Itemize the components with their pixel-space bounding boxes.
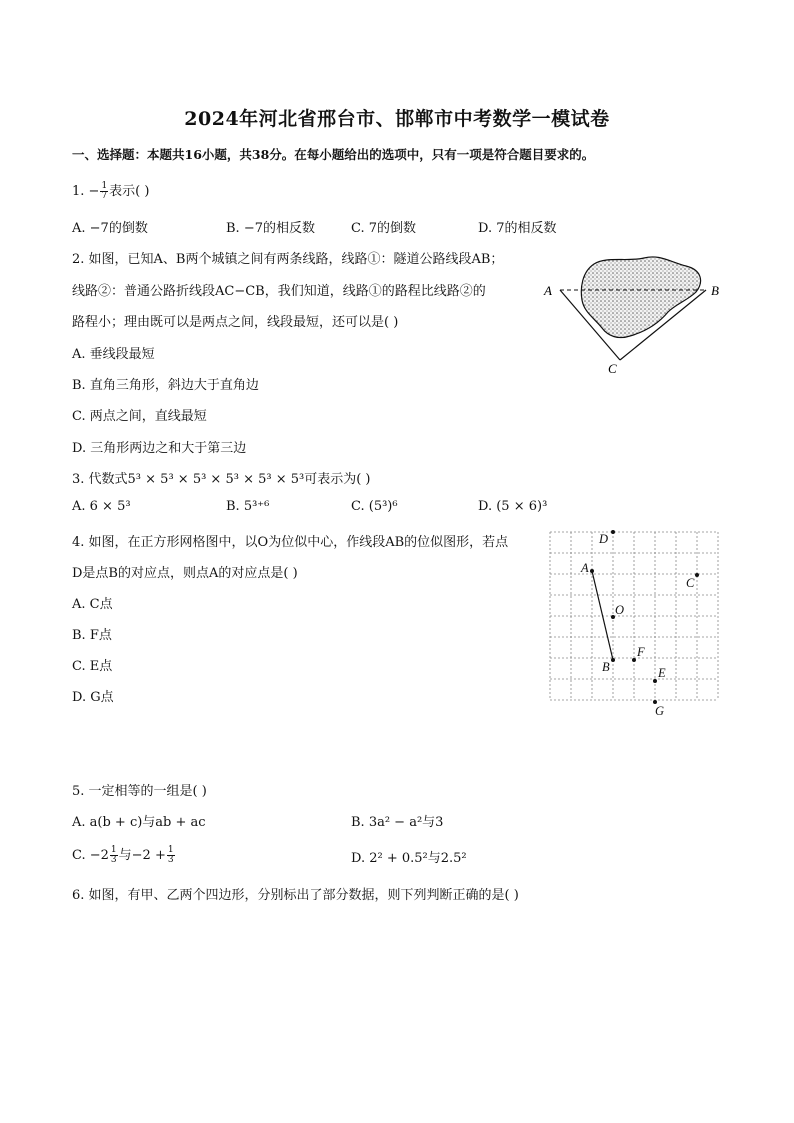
q4-option-a: A. C点 [72, 597, 113, 612]
q1-prefix: 1. − [72, 184, 100, 199]
q5-option-b: B. 3a² − a²与3 [351, 815, 444, 830]
point-a [590, 569, 594, 573]
q2-line-3: 路程小；理由既可以是两点之间，线段最短，还可以是( ) [72, 315, 399, 330]
q3-option-d: D. (5 × 6)³ [478, 499, 548, 514]
q3-option-b: B. 5³⁺⁶ [226, 499, 270, 514]
label-a: A [544, 283, 552, 298]
q2-option-b: B. 直角三角形，斜边大于直角边 [72, 378, 259, 393]
point-e [653, 679, 657, 683]
question-3: 3. 代数式5³ × 5³ × 5³ × 5³ × 5³ × 5³可表示为( ) [72, 472, 371, 487]
q2-figure [536, 252, 726, 380]
q2-option-a: A. 垂线段最短 [72, 347, 155, 362]
q4-line-2: D是点B的对应点，则点A的对应点是( ) [72, 566, 298, 581]
point-c [695, 573, 699, 577]
q1-option-b: B. −7的相反数 [226, 221, 315, 236]
q3-option-c: C. (5³)⁶ [351, 499, 398, 514]
segment-ab [592, 571, 613, 660]
label-b: B [602, 660, 610, 674]
q1-option-a: A. −7的倒数 [72, 221, 148, 236]
square-grid [550, 532, 718, 700]
q2-option-c: C. 两点之间，直线最短 [72, 409, 207, 424]
q4-option-d: D. G点 [72, 690, 114, 705]
point-b [611, 658, 615, 662]
question-6: 6. 如图，有甲、乙两个四边形，分别标出了部分数据，则下列判断正确的是( ) [72, 888, 519, 903]
label-a: A [581, 561, 589, 575]
label-b: B [711, 283, 719, 298]
label-c: C [686, 576, 695, 590]
q4-line-1: 4. 如图，在正方形网格图中，以O为位似中心，作线段AB的位似图形，若点 [72, 535, 509, 550]
label-d: D [599, 532, 609, 546]
label-f: F [637, 645, 645, 659]
label-o: O [615, 603, 625, 617]
page-title: 2024年河北省邢台市、邯郸市中考数学一模试卷 [184, 108, 610, 130]
section-header: 一、选择题：本题共16小题，共38分。在每小题给出的选项中，只有一项是符合题目要求的。 [72, 147, 595, 162]
q1-option-d: D. 7的相反数 [478, 221, 557, 236]
q1-option-c: C. 7的倒数 [351, 221, 417, 236]
question-1 [72, 180, 149, 201]
q5-option-c: C. −2 $\frac{1}{3}$ 与−2 + $\frac{1}{3}$ [72, 845, 174, 865]
point-d [611, 530, 615, 534]
grid-points [590, 530, 699, 704]
q5-option-d: D. 2² + 0.5²与2.5² [351, 851, 467, 866]
q2-option-d: D. 三角形两边之和大于第三边 [72, 441, 247, 456]
q4-option-c: C. E点 [72, 659, 113, 674]
q1-suffix: 表示( ) [109, 184, 150, 199]
label-g: G [655, 704, 665, 718]
q4-option-b: B. F点 [72, 628, 112, 643]
q3-option-a: A. 6 × 5³ [72, 499, 131, 514]
label-e: E [658, 666, 666, 680]
point-f [632, 658, 636, 662]
q4-grid-figure [545, 526, 725, 720]
terrain-region [581, 257, 700, 338]
question-5: 5. 一定相等的一组是( ) [72, 784, 207, 799]
q2-line-2: 线路②：普通公路折线段AC−CB，我们知道，线路①的路程比线路②的 [72, 284, 486, 299]
label-c: C [608, 361, 617, 376]
q2-line-1: 2. 如图，已知A、B两个城镇之间有两条线路，线路①：隧道公路线段AB； [72, 252, 504, 267]
q5-option-a: A. a(b + c)与ab + ac [72, 815, 206, 830]
q1-fraction: $\frac{1}{7}$ [101, 181, 108, 201]
